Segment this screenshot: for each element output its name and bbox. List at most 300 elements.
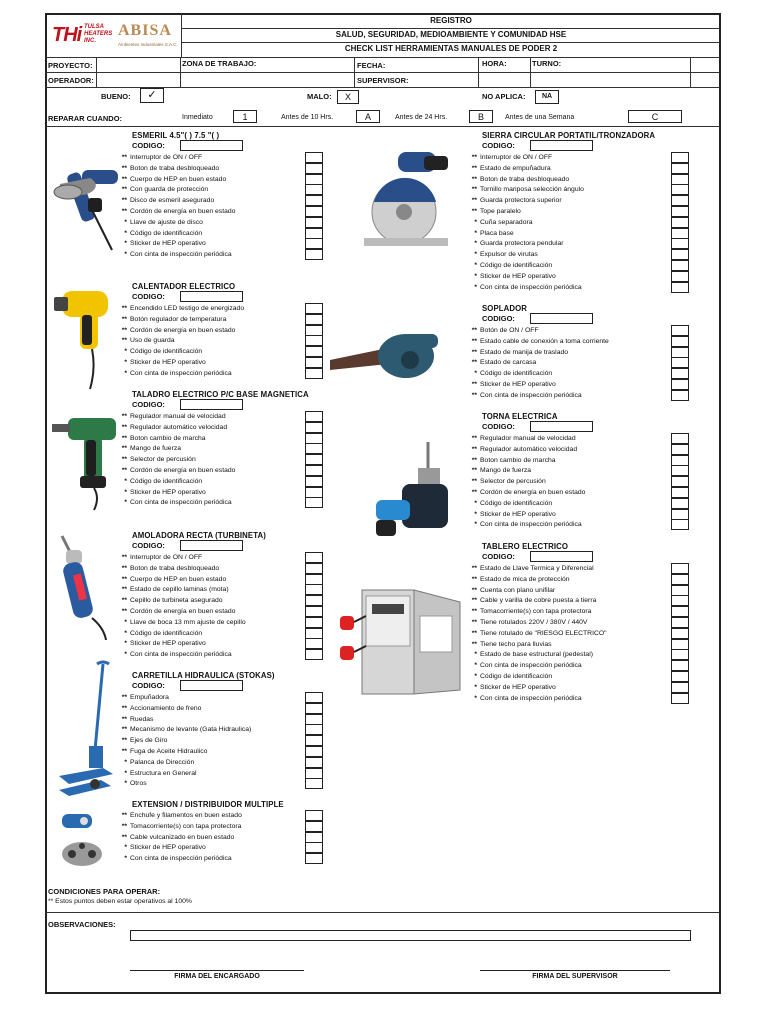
item-check-box[interactable] [671,682,689,693]
item-label: Palanca de Dirección [130,758,195,766]
item-check-box[interactable] [305,357,323,368]
checklist-item [466,639,552,650]
item-label: Estado de manija de traslado [480,348,569,356]
item-label: Cordón de energía en buen estado [130,208,236,215]
supervisor-field[interactable] [410,73,476,87]
item-check-box[interactable] [305,346,323,357]
checklist-item [116,746,207,757]
item-priority-mark: ** [471,154,477,161]
header-hse: SALUD, SEGURIDAD, MEDIOAMBIENTE Y COMUNIDAD HSE [335,30,567,39]
item-check-box[interactable] [671,260,689,271]
item-check-box[interactable] [671,455,689,466]
item-check-box[interactable] [671,379,689,390]
codigo-label: CODIGO: [132,400,165,409]
item-check-box[interactable] [305,584,323,595]
angle-grinder-image [52,150,118,254]
item-check-box[interactable] [671,271,689,282]
item-priority-mark: ** [121,737,127,745]
checklist-item [466,163,551,174]
item-priority-mark: * [124,251,127,259]
item-label: Código de identificación [130,477,203,485]
observaciones-field[interactable] [130,930,691,941]
item-label: Otros [130,780,147,788]
checklist-item [116,497,232,508]
bueno-mark-box: ✓ [140,88,164,103]
extension-image [58,810,106,872]
item-priority-mark: ** [471,186,477,194]
label-turno: TURNO: [532,59,562,68]
semana-mark-box: C [628,110,682,123]
codigo-input[interactable] [530,551,593,562]
item-check-box[interactable] [305,368,323,379]
item-priority-mark: ** [121,608,127,615]
item-check-box[interactable] [305,325,323,336]
item-label: Cuerpo de HEP en buen estado [130,175,227,183]
item-check-box[interactable] [305,638,323,649]
item-check-box[interactable] [671,595,689,606]
section-title: EXTENSION / DISTRIBUIDOR MULTIPLE [132,800,284,809]
section-title: SIERRA CIRCULAR PORTATIL/TRONZADORA [482,131,656,140]
codigo-label: CODIGO: [482,422,515,431]
item-priority-mark: * [124,369,127,377]
item-label: Guarda protectora pendular [480,240,564,248]
checklist-item [466,585,555,596]
checklist-item [466,228,514,239]
checklist-item [116,595,223,606]
item-check-box[interactable] [671,184,689,195]
item-priority-mark: * [474,521,477,529]
item-label: Boton de traba desbloqueado [130,164,220,172]
item-priority-mark: * [474,651,477,659]
codigo-label: CODIGO: [482,141,515,150]
item-label: Cuenta con plano unifilar [480,586,556,594]
item-priority-mark: ** [121,208,127,215]
item-priority-mark: ** [471,327,477,334]
item-label: Selector de percusión [130,456,196,464]
item-check-box[interactable] [305,422,323,433]
item-priority-mark: ** [121,597,127,605]
item-priority-mark: ** [471,640,477,648]
item-label: Código de identificación [480,499,553,507]
item-check-box[interactable] [305,842,323,853]
item-label: Sticker de HEP operativo [130,240,206,248]
checklist-item [116,714,153,725]
item-label: Encendido LED testigo de energizado [130,305,245,312]
item-check-box[interactable] [671,357,689,368]
item-priority-mark: * [474,662,477,670]
antes-10-mark-box: A [356,110,380,123]
item-label: Placa base [480,229,514,237]
item-check-box[interactable] [305,832,323,843]
item-priority-mark: ** [471,619,477,626]
item-check-box[interactable] [305,692,323,703]
checklist-item [466,519,582,530]
item-priority-mark: ** [121,434,127,442]
item-priority-mark: ** [121,164,127,172]
checklist-item [466,628,607,639]
item-label: Estado cable de conexión a toma corriente [480,337,609,345]
item-label: Mecanismo de levante (Gata Hidraulica) [130,726,252,734]
checklist-item [466,260,552,271]
item-check-box[interactable] [671,217,689,228]
item-check-box[interactable] [671,693,689,704]
item-check-box[interactable] [671,519,689,530]
item-check-box[interactable] [305,552,323,563]
item-label: Tiene rotulados 220V / 380V / 440V [480,619,588,626]
item-label: Sticker de HEP operativo [130,359,206,366]
item-priority-mark: ** [121,315,127,323]
item-check-box[interactable] [305,443,323,454]
item-label: Sticker de HEP operativo [130,488,206,496]
item-label: Con cinta de inspección periódica [480,283,582,291]
item-label: Estado de Llave Termica y Diferencial [480,565,594,572]
item-check-box[interactable] [305,724,323,735]
checklist-item [466,649,593,660]
item-check-box[interactable] [671,563,689,574]
checklist-item [116,757,194,768]
item-label: Botón de ON / OFF [480,327,539,334]
checklist-item [116,443,181,454]
checklist-item [466,617,587,628]
item-priority-mark: ** [471,478,477,486]
item-check-box[interactable] [305,487,323,498]
item-label: Código de identificación [130,348,203,356]
checklist-item [466,336,609,347]
item-label: Sticker de HEP operativo [480,272,556,280]
item-label: Botón regulador de temperatura [130,315,227,323]
item-check-box[interactable] [305,810,323,821]
checklist-item [466,433,576,444]
checklist-item [466,271,556,282]
checklist-item [466,498,552,509]
item-check-box[interactable] [305,735,323,746]
malo-mark-box: X [337,90,359,104]
checklist-item [466,206,521,217]
item-priority-mark: ** [121,197,127,205]
item-check-box[interactable] [305,465,323,476]
blower-image [328,330,444,382]
item-priority-mark: * [124,855,127,863]
item-priority-mark: ** [121,326,127,334]
codigo-input[interactable] [530,421,593,432]
item-priority-mark: * [474,262,477,269]
item-priority-mark: * [474,240,477,248]
item-priority-mark: * [124,499,127,507]
item-priority-mark: ** [121,564,127,572]
checklist-item [116,552,202,563]
item-check-box[interactable] [671,249,689,260]
checklist-item [116,487,206,498]
item-label: Boton de traba desbloqueado [130,564,220,572]
label-antes-10: Antes de 10 Hrs. [281,114,334,121]
checklist-item [116,778,147,789]
item-label: Sticker de HEP operativo [480,381,556,388]
item-check-box[interactable] [305,574,323,585]
label-no-aplica: NO APLICA: [482,92,526,101]
item-label: Boton cambio de marcha [130,434,206,442]
turno-field[interactable] [532,67,688,86]
checklist-item [466,509,556,520]
item-check-box[interactable] [305,821,323,832]
item-check-box[interactable] [671,498,689,509]
checklist-item [116,563,219,574]
checklist-item [116,617,246,628]
item-check-box[interactable] [671,476,689,487]
item-check-box[interactable] [305,757,323,768]
item-check-box[interactable] [671,238,689,249]
checklist-item [466,357,536,368]
item-check-box[interactable] [671,152,689,163]
checklist-item [466,390,582,401]
item-check-box[interactable] [671,282,689,293]
item-check-box[interactable] [305,649,323,660]
label-malo: MALO: [307,92,332,101]
item-priority-mark: ** [121,305,127,312]
checklist-item [466,693,582,704]
codigo-label: CODIGO: [482,314,515,323]
item-priority-mark: ** [121,812,127,819]
checklist-item [466,563,594,574]
checklist-item [466,487,585,498]
checklist-item [116,735,167,746]
item-priority-mark: * [124,488,127,496]
item-label: Sticker de HEP operativo [130,844,206,852]
item-priority-mark: ** [121,748,127,755]
item-priority-mark: ** [471,175,477,183]
item-check-box[interactable] [671,390,689,401]
item-check-box[interactable] [671,509,689,520]
item-label: Tope paralelo [480,208,521,215]
item-check-box[interactable] [305,563,323,574]
checklist-item [466,444,577,455]
item-check-box[interactable] [305,497,323,508]
item-check-box[interactable] [671,174,689,185]
checklist-item [116,606,235,617]
item-check-box[interactable] [671,433,689,444]
zona-trabajo-field[interactable] [182,67,352,86]
label-supervisor: SUPERVISOR: [357,76,409,85]
item-priority-mark: ** [471,445,477,453]
item-check-box[interactable] [671,206,689,217]
item-check-box[interactable] [671,163,689,174]
checklist-item [466,174,569,185]
checklist-item [466,379,556,390]
item-check-box[interactable] [305,163,323,174]
codigo-input[interactable] [180,399,243,410]
item-check-box[interactable] [305,314,323,325]
item-priority-mark: ** [121,456,127,464]
item-check-box[interactable] [305,217,323,228]
proyecto-field[interactable] [97,58,179,72]
item-check-box[interactable] [671,195,689,206]
checklist-item [466,671,552,682]
item-label: Cable vulcanizado en buen estado [130,833,235,841]
item-label: Mango de fuerza [480,467,532,475]
item-label: Accionamiento de freno [130,704,202,712]
item-priority-mark: * [124,477,127,485]
codigo-input[interactable] [180,680,243,691]
label-reparar-cuando: REPARAR CUANDO: [48,114,123,123]
item-check-box[interactable] [305,206,323,217]
die-grinder-image [52,532,116,642]
item-priority-mark: * [474,283,477,291]
item-check-box[interactable] [671,585,689,596]
label-zona-trabajo: ZONA DE TRABAJO: [182,59,257,68]
label-fecha: FECHA: [357,61,386,70]
checklist-item [116,649,232,660]
checklist-item [116,853,232,864]
codigo-label: CODIGO: [132,681,165,690]
checklist-item [466,152,552,163]
item-check-box[interactable] [671,487,689,498]
item-priority-mark: ** [471,348,477,356]
section-title: AMOLADORA RECTA (TURBINETA) [132,531,266,540]
item-check-box[interactable] [671,649,689,660]
item-priority-mark: ** [471,586,477,594]
item-check-box[interactable] [305,228,323,239]
item-priority-mark: ** [121,715,127,723]
item-check-box[interactable] [305,184,323,195]
label-bueno: BUENO: [101,92,131,101]
item-label: Cordón de energía en buen estado [130,326,236,334]
fecha-field[interactable] [390,58,476,72]
label-inmediato: Inmediato [182,114,213,121]
item-priority-mark: ** [121,586,127,594]
no-aplica-mark-box: NA [535,90,559,104]
item-priority-mark: ** [471,197,477,205]
antes-24-mark-box: B [469,110,493,123]
checklist-item [466,465,531,476]
electrical-panel-image [336,586,466,698]
item-label: Estado de mica de protección [480,575,570,583]
item-check-box[interactable] [305,853,323,864]
item-label: Sticker de HEP operativo [480,683,556,691]
checklist-item [116,703,201,714]
pallet-jack-image [55,660,117,800]
item-label: Cordón de energía en buen estado [130,467,236,474]
item-check-box[interactable] [671,325,689,336]
item-priority-mark: ** [471,337,477,345]
hora-field[interactable] [482,67,528,86]
item-check-box[interactable] [305,454,323,465]
item-check-box[interactable] [305,714,323,725]
item-check-box[interactable] [305,606,323,617]
item-priority-mark: * [124,229,127,237]
item-check-box[interactable] [305,433,323,444]
drill-image [50,412,120,512]
item-check-box[interactable] [671,671,689,682]
checklist-item [466,195,562,206]
item-check-box[interactable] [305,174,323,185]
item-check-box[interactable] [305,746,323,757]
item-check-box[interactable] [671,336,689,347]
circular-saw-image [358,146,454,252]
item-label: Mango de fuerza [130,445,182,453]
item-priority-mark: ** [121,154,127,161]
item-check-box[interactable] [671,639,689,650]
checklist-item [116,465,235,476]
checklist-item [466,217,533,228]
item-label: Boton cambio de marcha [480,456,556,464]
item-check-box[interactable] [305,617,323,628]
item-check-box[interactable] [671,617,689,628]
item-priority-mark: ** [121,186,127,194]
item-label: Tomacorriente(s) con tapa protectora [480,608,592,616]
item-check-box[interactable] [305,628,323,639]
item-priority-mark: * [124,758,127,766]
item-check-box[interactable] [305,476,323,487]
item-check-box[interactable] [671,228,689,239]
item-label: Estructura en General [130,769,197,777]
item-label: Sticker de HEP operativo [130,640,206,648]
item-check-box[interactable] [305,768,323,779]
item-check-box[interactable] [305,411,323,422]
item-priority-mark: ** [471,359,477,367]
item-priority-mark: * [124,769,127,777]
checklist-item [466,249,538,260]
item-priority-mark: ** [121,822,127,830]
codigo-input[interactable] [180,540,243,551]
operador-field[interactable] [97,73,179,87]
item-priority-mark: ** [121,337,127,345]
item-label: Regulador automático velocidad [130,423,228,431]
codigo-input[interactable] [530,313,593,324]
checklist-item [116,325,235,336]
item-label: Con cinta de inspección periódica [130,369,232,377]
item-check-box[interactable] [671,628,689,639]
item-priority-mark: ** [121,554,127,561]
checklist-item [116,368,232,379]
item-check-box[interactable] [305,195,323,206]
section-title: SOPLADOR [482,304,527,313]
item-label: Uso de guarda [130,337,175,345]
item-check-box[interactable] [671,465,689,476]
item-check-box[interactable] [671,660,689,671]
item-check-box[interactable] [305,152,323,163]
checklist-item [466,368,552,379]
item-label: Empuñadora [130,694,169,701]
item-check-box[interactable] [671,347,689,358]
item-check-box[interactable] [305,595,323,606]
item-priority-mark: * [124,780,127,788]
item-label: Con guarda de protección [130,186,209,194]
item-check-box[interactable] [305,703,323,714]
item-label: Ejes de Giro [130,737,168,745]
codigo-input[interactable] [180,140,243,151]
checklist-item [466,476,546,487]
condiciones-note: ** Estos puntos deben estar operativos al 100% [48,898,192,905]
item-label: Sticker de HEP operativo [480,510,556,518]
item-priority-mark: * [474,673,477,680]
codigo-input[interactable] [180,291,243,302]
item-label: Guarda protectora superior [480,197,562,205]
item-check-box[interactable] [305,238,323,249]
item-check-box[interactable] [305,303,323,314]
item-label: Cuerpo de HEP en buen estado [130,575,227,583]
item-check-box[interactable] [671,444,689,455]
codigo-input[interactable] [530,140,593,151]
firma-encargado-label: FIRMA DEL ENCARGADO [174,973,260,980]
item-check-box[interactable] [671,606,689,617]
item-priority-mark: * [124,618,127,626]
label-proyecto: PROYECTO: [48,61,93,70]
item-check-box[interactable] [305,249,323,260]
item-check-box[interactable] [671,574,689,585]
label-semana: Antes de una Semana [505,114,575,121]
item-check-box[interactable] [671,368,689,379]
item-check-box[interactable] [305,335,323,346]
item-check-box[interactable] [305,778,323,789]
